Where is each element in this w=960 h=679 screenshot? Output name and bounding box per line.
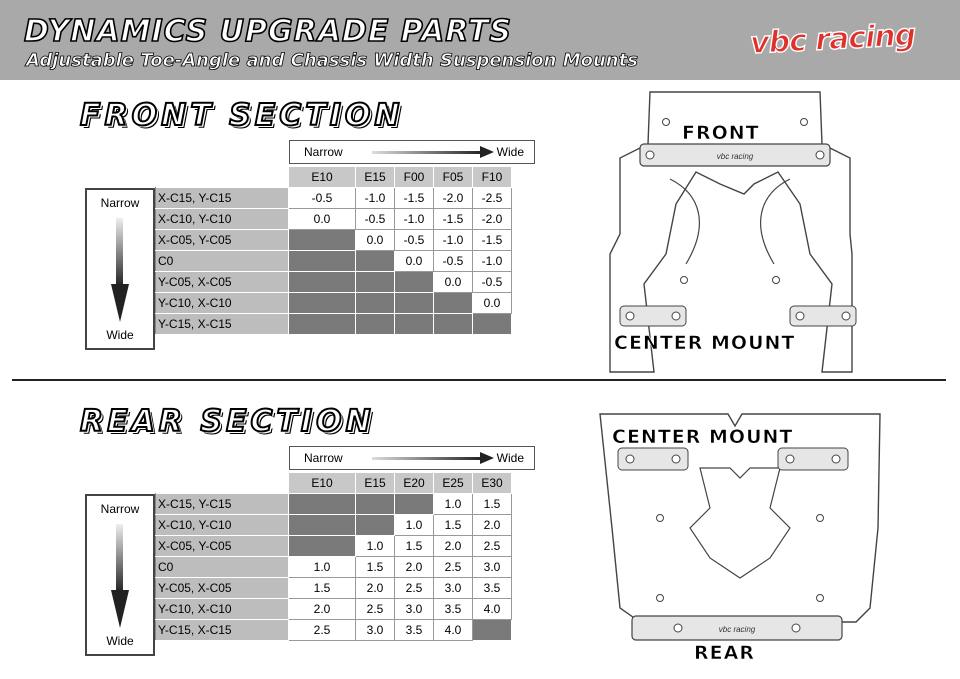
- front-value-cell: 0.0: [356, 230, 395, 251]
- front-vertical-direction-box: [85, 188, 155, 350]
- rear-value-cell: 1.5: [289, 578, 356, 599]
- front-unavailable-cell: [289, 251, 356, 272]
- front-value-cell: -1.0: [395, 209, 434, 230]
- rear-vertical-narrow-label: Narrow: [100, 502, 140, 516]
- rear-unavailable-cell: [289, 515, 356, 536]
- brand-logo: vbc racing: [749, 17, 917, 62]
- front-value-cell: -2.0: [473, 209, 512, 230]
- front-chassis-cutout-right: [761, 179, 790, 264]
- rear-row-label: C0: [156, 557, 289, 578]
- rear-value-cell: 3.5: [395, 620, 434, 641]
- rear-table-row: [156, 536, 512, 557]
- screw-hole-icon: [816, 151, 824, 159]
- front-value-cell: 0.0: [395, 251, 434, 272]
- front-table-row: [156, 188, 512, 209]
- front-section-title: FRONT SECTION: [80, 98, 404, 133]
- rear-unavailable-cell: [289, 536, 356, 557]
- page-title: DYNAMICS UPGRADE PARTS: [24, 14, 513, 49]
- front-chassis-cutout-left: [670, 179, 699, 264]
- front-value-cell: -1.5: [395, 188, 434, 209]
- rear-value-cell: 3.0: [473, 557, 512, 578]
- front-unavailable-cell: [289, 293, 356, 314]
- front-unavailable-cell: [289, 272, 356, 293]
- rear-column-header: E15: [356, 473, 395, 494]
- rear-vertical-direction-box: [85, 494, 155, 656]
- front-value-cell: -2.5: [473, 188, 512, 209]
- front-value-cell: -0.5: [356, 209, 395, 230]
- front-unavailable-cell: [395, 314, 434, 335]
- front-header-row: [156, 167, 512, 188]
- front-vertical-narrow-label: Narrow: [100, 196, 140, 210]
- rear-value-cell: 1.0: [434, 494, 473, 515]
- rear-value-cell: 1.0: [289, 557, 356, 578]
- rear-value-cell: 1.5: [473, 494, 512, 515]
- front-table-row: [156, 314, 512, 335]
- rear-value-cell: 1.5: [356, 557, 395, 578]
- rear-row-label: X-C10, Y-C10: [156, 515, 289, 536]
- front-diagram-bottom-label: CENTER MOUNT: [614, 332, 796, 354]
- screw-hole-icon: [796, 312, 804, 320]
- rear-diagram-top-label: CENTER MOUNT: [612, 426, 794, 448]
- front-unavailable-cell: [434, 293, 473, 314]
- rear-vertical-wide-label: Wide: [106, 634, 134, 648]
- screw-hole-icon: [792, 624, 800, 632]
- rear-row-label: Y-C10, X-C10: [156, 599, 289, 620]
- screw-hole-icon: [657, 515, 664, 522]
- front-value-cell: -1.0: [356, 188, 395, 209]
- section-divider: [12, 379, 946, 381]
- rear-row-label: X-C15, Y-C15: [156, 494, 289, 515]
- rear-column-header: E20: [395, 473, 434, 494]
- front-value-cell: 0.0: [289, 209, 356, 230]
- down-arrow-head-icon: [111, 284, 129, 322]
- rear-row-label: X-C05, Y-C05: [156, 536, 289, 557]
- rear-width-direction-bar: [289, 446, 535, 470]
- down-arrow-icon: [116, 524, 123, 592]
- front-width-direction-bar: [289, 140, 535, 164]
- front-unavailable-cell: [395, 293, 434, 314]
- rear-value-cell: 2.0: [434, 536, 473, 557]
- screw-hole-icon: [801, 119, 808, 126]
- screw-hole-icon: [832, 455, 840, 463]
- rear-value-cell: 3.5: [473, 578, 512, 599]
- screw-hole-icon: [626, 455, 634, 463]
- front-value-cell: -1.0: [434, 230, 473, 251]
- front-value-cell: -1.5: [473, 230, 512, 251]
- rear-header-row: [156, 473, 512, 494]
- screw-hole-icon: [817, 515, 824, 522]
- rear-value-cell: 1.5: [395, 536, 434, 557]
- rear-value-cell: 2.5: [289, 620, 356, 641]
- rear-value-cell: 4.0: [434, 620, 473, 641]
- front-unavailable-cell: [289, 314, 356, 335]
- rear-unavailable-cell: [356, 515, 395, 536]
- rear-unavailable-cell: [473, 620, 512, 641]
- screw-hole-icon: [817, 595, 824, 602]
- rear-value-cell: 2.5: [473, 536, 512, 557]
- rear-toe-angle-table: [155, 472, 512, 641]
- front-column-header: F00: [395, 167, 434, 188]
- rear-value-cell: 3.0: [434, 578, 473, 599]
- front-column-header: E10: [289, 167, 356, 188]
- page-subtitle: Adjustable Toe-Angle and Chassis Width Suspension Mounts: [26, 50, 638, 71]
- front-narrow-label: Narrow: [304, 145, 343, 159]
- rear-value-cell: 1.5: [434, 515, 473, 536]
- rear-value-cell: 2.5: [356, 599, 395, 620]
- down-arrow-icon: [116, 218, 123, 286]
- front-column-header: F05: [434, 167, 473, 188]
- rear-value-cell: 2.0: [395, 557, 434, 578]
- rear-table-row: [156, 494, 512, 515]
- screw-hole-icon: [626, 312, 634, 320]
- front-unavailable-cell: [395, 272, 434, 293]
- rear-value-cell: 3.5: [434, 599, 473, 620]
- rear-value-cell: 3.0: [395, 599, 434, 620]
- front-row-label: Y-C05, X-C05: [156, 272, 289, 293]
- rear-row-label: Y-C15, X-C15: [156, 620, 289, 641]
- rear-value-cell: 2.5: [395, 578, 434, 599]
- header-banner: [0, 0, 960, 80]
- front-value-cell: -1.0: [473, 251, 512, 272]
- screw-hole-icon: [681, 277, 688, 284]
- rear-column-header: E30: [473, 473, 512, 494]
- rear-unavailable-cell: [289, 494, 356, 515]
- right-arrow-icon: [372, 151, 482, 154]
- front-unavailable-cell: [473, 314, 512, 335]
- front-mount-brand-mark: vbc racing: [716, 152, 754, 161]
- front-toe-angle-table: [155, 166, 512, 335]
- screw-hole-icon: [786, 455, 794, 463]
- rear-table-row: [156, 515, 512, 536]
- right-arrow-head-icon: [480, 146, 494, 158]
- front-unavailable-cell: [356, 314, 395, 335]
- rear-unavailable-cell: [356, 494, 395, 515]
- rear-mount-brand-mark: vbc racing: [718, 625, 756, 634]
- rear-diagram-bottom-label: REAR: [694, 642, 755, 664]
- rear-section-title: REAR SECTION: [80, 404, 375, 439]
- rear-value-cell: 4.0: [473, 599, 512, 620]
- front-row-label: X-C05, Y-C05: [156, 230, 289, 251]
- screw-hole-icon: [672, 455, 680, 463]
- front-table-row: [156, 251, 512, 272]
- front-row-label: Y-C15, X-C15: [156, 314, 289, 335]
- front-value-cell: -2.0: [434, 188, 473, 209]
- right-arrow-head-icon: [480, 452, 494, 464]
- rear-wide-label: Wide: [496, 451, 524, 465]
- rear-value-cell: 2.0: [473, 515, 512, 536]
- front-unavailable-cell: [356, 293, 395, 314]
- front-value-cell: -1.5: [434, 209, 473, 230]
- rear-value-cell: 1.0: [395, 515, 434, 536]
- right-arrow-icon: [372, 457, 482, 460]
- screw-hole-icon: [842, 312, 850, 320]
- front-row-label: C0: [156, 251, 289, 272]
- front-value-cell: -0.5: [434, 251, 473, 272]
- rear-row-label: Y-C05, X-C05: [156, 578, 289, 599]
- screw-hole-icon: [674, 624, 682, 632]
- front-row-label: Y-C10, X-C10: [156, 293, 289, 314]
- rear-column-header: E25: [434, 473, 473, 494]
- rear-value-cell: 2.0: [356, 578, 395, 599]
- front-unavailable-cell: [356, 251, 395, 272]
- rear-value-cell: 2.0: [289, 599, 356, 620]
- rear-table-row: [156, 599, 512, 620]
- rear-value-cell: 2.5: [434, 557, 473, 578]
- front-value-cell: -0.5: [289, 188, 356, 209]
- front-value-cell: -0.5: [395, 230, 434, 251]
- rear-table-row: [156, 557, 512, 578]
- front-column-header: E15: [356, 167, 395, 188]
- rear-column-header: E10: [289, 473, 356, 494]
- front-unavailable-cell: [356, 272, 395, 293]
- front-unavailable-cell: [434, 314, 473, 335]
- front-diagram-top-label: FRONT: [682, 122, 760, 144]
- front-wide-label: Wide: [496, 145, 524, 159]
- front-value-cell: 0.0: [473, 293, 512, 314]
- front-table-row: [156, 209, 512, 230]
- front-unavailable-cell: [289, 230, 356, 251]
- rear-unavailable-cell: [395, 494, 434, 515]
- front-table-row: [156, 230, 512, 251]
- front-table-row: [156, 293, 512, 314]
- front-table-row: [156, 272, 512, 293]
- screw-hole-icon: [646, 151, 654, 159]
- front-value-cell: 0.0: [434, 272, 473, 293]
- rear-table-row: [156, 620, 512, 641]
- rear-value-cell: 1.0: [356, 536, 395, 557]
- front-vertical-wide-label: Wide: [106, 328, 134, 342]
- rear-value-cell: 3.0: [356, 620, 395, 641]
- down-arrow-head-icon: [111, 590, 129, 628]
- front-row-label: X-C15, Y-C15: [156, 188, 289, 209]
- screw-hole-icon: [773, 277, 780, 284]
- screw-hole-icon: [657, 595, 664, 602]
- front-column-header: F10: [473, 167, 512, 188]
- front-row-label: X-C10, Y-C10: [156, 209, 289, 230]
- screw-hole-icon: [672, 312, 680, 320]
- rear-chassis-cutout: [690, 468, 790, 578]
- screw-hole-icon: [663, 119, 670, 126]
- rear-table-row: [156, 578, 512, 599]
- rear-narrow-label: Narrow: [304, 451, 343, 465]
- front-value-cell: -0.5: [473, 272, 512, 293]
